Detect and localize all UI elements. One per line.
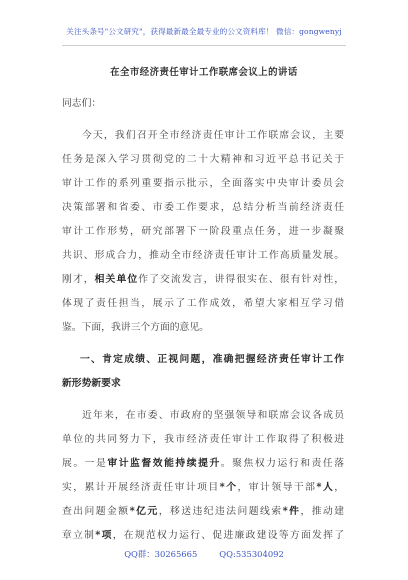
paragraph-line: 审计工作的系列重要指示批示，全面落实中央审计委员会: [62, 178, 344, 189]
paragraph-line: 近年来，在市委、市政府的坚强领导和联席会议各成员: [82, 410, 344, 421]
paragraph-line: 任务是深入学习贯彻党的二十大精神和习近平总书记关于: [62, 154, 344, 165]
bold-phrase: 审计监督效能持续提升: [107, 458, 221, 469]
paragraph-line: [62, 457, 344, 470]
text-run: 刚才，: [62, 274, 95, 285]
paragraph-line: [62, 481, 344, 494]
document-title: 在全市经济责任审计工作联席会议上的讲话: [110, 67, 298, 78]
bold-phrase: *项: [95, 530, 113, 541]
bold-phrase: *人: [316, 482, 335, 493]
bold-phrase: 相关单位: [94, 274, 139, 285]
salutation: 同志们：: [62, 98, 102, 109]
paragraph-line: 单位的共同努力下，我市经济责任审计工作取得了积极进: [62, 434, 344, 445]
footer-qq: QQ:535304092: [219, 549, 284, 559]
bold-phrase: *亿元: [129, 506, 159, 517]
paragraph-line: [62, 529, 344, 542]
paragraph-line: [62, 505, 344, 518]
text-run: ，移送违纪违法问题线索: [158, 506, 283, 517]
bold-phrase: *件: [282, 506, 301, 517]
text-run: ，在规范权力运行、促进廉政建设等方面发挥了: [112, 530, 345, 541]
text-run: 。聚焦权力运行和责任落: [220, 458, 345, 469]
paragraph-line: 鉴。下面，我讲三个方面的意见。: [62, 322, 209, 333]
text-run: ，推动建: [300, 506, 345, 517]
paragraph-line: 体现了责任担当，展示了工作成效，希望大家相互学习借: [62, 298, 344, 309]
paragraph-line: 共识、形成合力，推动全市经济责任审计工作高质量发展。: [62, 250, 344, 261]
paragraph-line: 今天，我们召开全市经济责任审计工作联席会议，主要: [82, 130, 344, 141]
text-run: 展。一是: [62, 458, 108, 469]
section-heading: 一、肯定成绩、正视问题，准确把握经济责任审计工作: [80, 354, 344, 365]
bold-phrase: *个: [219, 482, 238, 493]
paragraph-line: [62, 273, 344, 286]
text-run: 实，累计开展经济责任审计项目: [62, 482, 220, 493]
header-banner: 关注头条号"公文研究"，获得最新最全最专业的公文资料库！ 微信：gongwenyj: [66, 27, 342, 36]
footer-qq-group: QQ群：30265665: [124, 549, 198, 559]
paragraph-line: 决策部署和省委、市委工作要求，总结分析当前经济责任: [62, 202, 344, 213]
text-run: ，: [334, 482, 345, 493]
section-heading-continued: 新形势新要求: [62, 378, 121, 389]
footer-contact: [0, 548, 408, 560]
header-divider: [62, 45, 346, 46]
paragraph-line: 审计工作形势，研究部署下一阶段重点任务，进一步凝聚: [62, 226, 344, 237]
text-run: ，审计领导干部: [237, 482, 317, 493]
text-run: 章立制: [62, 530, 96, 541]
text-run: 查出问题金额: [62, 506, 130, 517]
text-run: 作了交流发言，讲得很实在、很有针对性，: [138, 274, 345, 285]
